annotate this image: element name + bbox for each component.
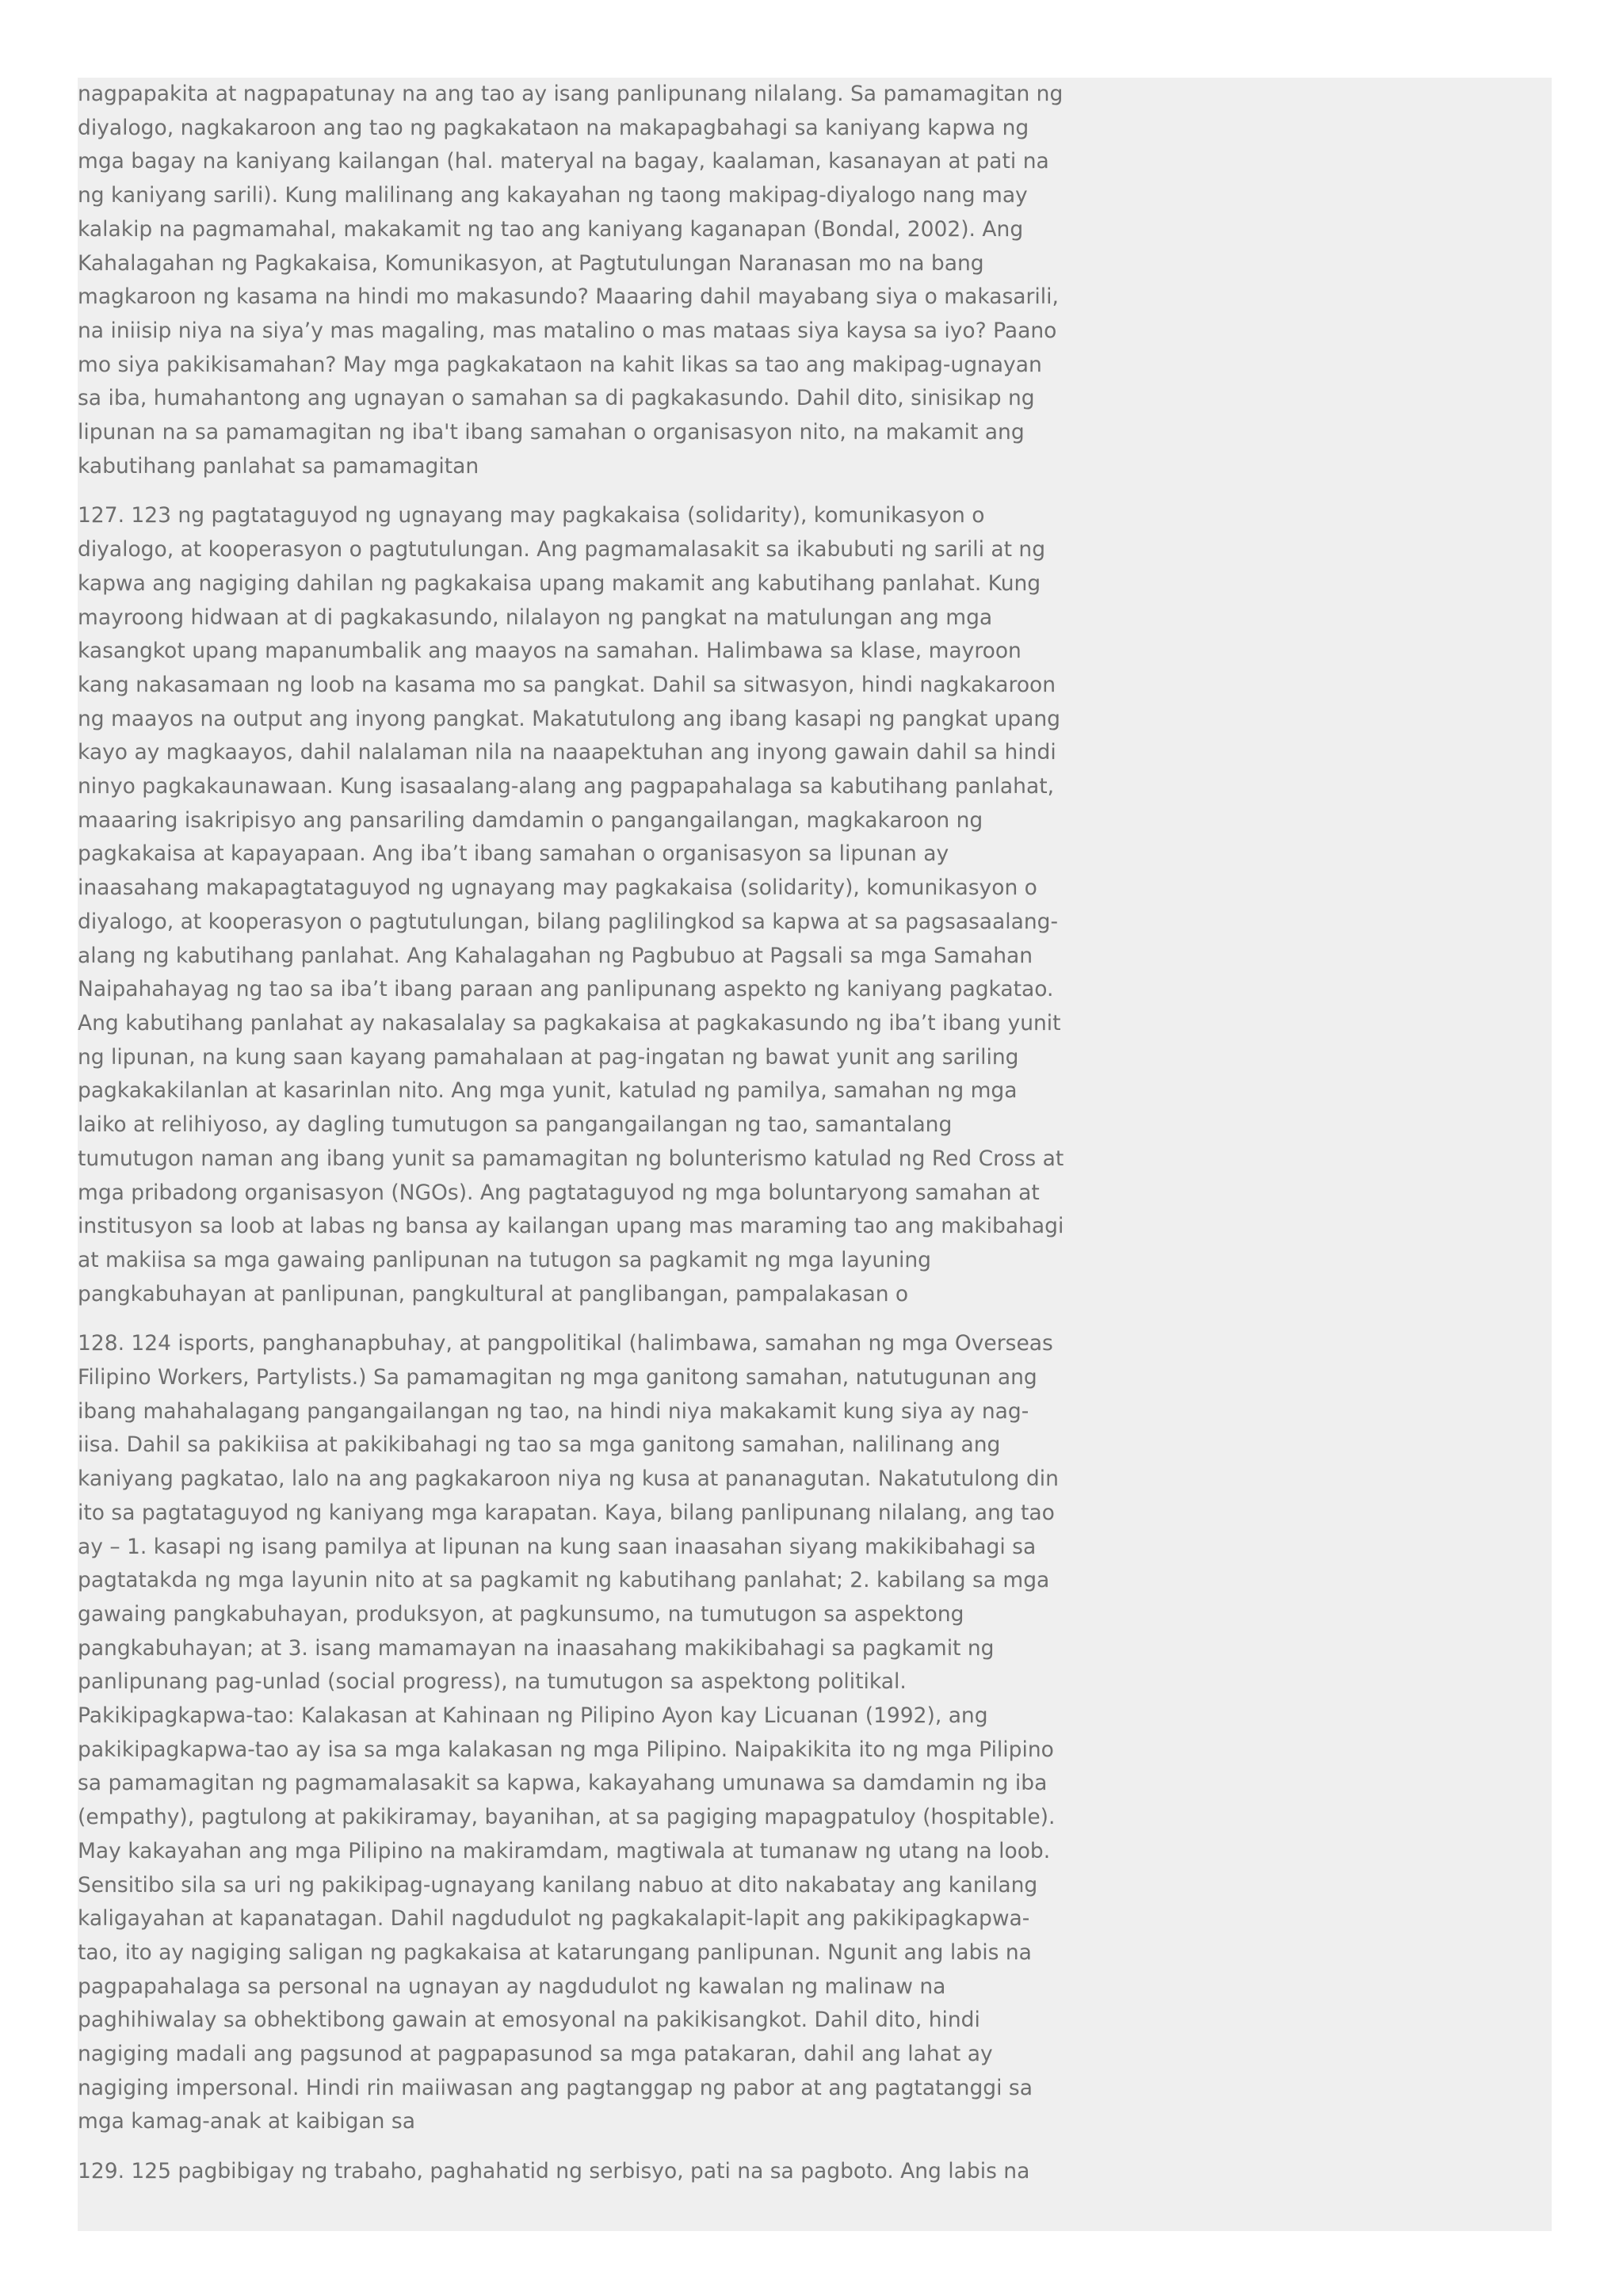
paragraph-1: nagpapakita at nagpapatunay na ang tao ay isang panlipunang nilalang. Sa pamamagitan ng diyalogo, nagkakaroon ang tao ng pagkakataon na makapagbahagi sa kaniyang kapwa ng mga bagay na kaniyang kailangan (hal. materyal na bagay, kaalaman, kasanayan at pati na ng kaniyang sarili). Kung malilinang ang kakayahan ng taong makipag-diyalogo nang may kalakip na pagmamahal, makakamit ng tao ang kaniyang kaganapan (Bondal, 2002). Ang Kahalagahan ng Pagkakaisa, Komunikasyon, at Pagtutulungan Naranasan mo na bang magkaroon ng kasama na hindi mo makasundo? Maaaring dahil mayabang siya o makasarili, na iniisip niya na siya’y mas magaling, mas matalino o mas mataas siya kaysa sa iyo? Paano mo siya pakikisamahan? May mga pagkakataon na kahit likas sa tao ang makipag-ugnayan sa iba, humahantong ang ugnayan o samahan sa di pagkakasundo. Dahil dito, sinisikap ng lipunan na sa pamamagitan ng iba't ibang samahan o organisasyon nito, na makamit ang kabutihang panlahat sa pamamagitan: [78, 82, 1064, 479]
paragraph-3: 128. 124 isports, panghanapbuhay, at pangpolitikal (halimbawa, samahan ng mga Overseas Filipino Workers, Partylists.) Sa pamamagitan ng mga ganitong samahan, natutugunan ang ibang mahahalagang pangangailangan ng tao, na hindi niya makakamit kung siya ay nag- iisa. Dahil sa pakikiisa at pakikibahagi ng tao sa mga ganitong samahan, nalilinang ang kaniyang pagkatao, lalo na ang pagkakaroon niya ng kusa at pananagutan. Nakatutulong din ito sa pagtataguyod ng kaniyang mga karapatan. Kaya, bilang panlipunang nilalang, ang tao ay – 1. kasapi ng isang pamilya at lipunan na kung saan inaasahan siyang makikibahagi sa pagtatakda ng mga layunin nito at sa pagkamit ng kabutihang panlahat; 2. kabilang sa mga gawaing pangkabuhayan, produksyon, at pagkunsumo, na tumutugon sa aspektong pangkabuhayan; at 3. isang mamamayan na inaasahang makikibahagi sa pagkamit ng panlipunang pag-unlad (social progress), na tumutugon sa aspektong politikal. Pakikipagkapwa-tao: Kalakasan at Kahinaan ng Pilipino Ayon kay Licuanan (1992), ang pakikipagkapwa-tao ay isa sa mga kalakasan ng mga Pilipino. Naipakikita ito ng mga Pilipino sa pamamagitan ng pagmamalasakit sa kapwa, kakayahang umunawa sa damdamin ng iba (empathy), pagtulong at pakikiramay, bayanihan, at sa pagiging mapagpatuloy (hospitable). May kakayahan ang mga Pilipino na makiramdam, magtiwala at tumanaw ng utang na loob. Sensitibo sila sa uri ng pakikipag-ugnayang kanilang nabuo at dito nakabatay ang kanilang kaligayahan at kapanatagan. Dahil nagdudulot ng pagkakalapit-lapit ang pakikipagkapwa-tao, ito ay nagiging saligan ng pagkakaisa at katarungang panlipunan. Ngunit ang labis na pagpapahalaga sa personal na ugnayan ay nagdudulot ng kawalan ng malinaw na paghihiwalay sa obhektibong gawain at emosyonal na pakikisangkot. Dahil dito, hindi nagiging madali ang pagsunod at pagpapasunod sa mga patakaran, dahil ang lahat ay nagiging impersonal. Hindi rin maiiwasan ang pagtanggap ng pabor at ang pagtatanggi sa mga kamag-anak at kaibigan sa: [78, 1331, 1059, 2134]
document-text: [78, 78, 1064, 2189]
paragraph-4: 129. 125 pagbibigay ng trabaho, paghahatid ng serbisyo, pati na sa pagboto. Ang labis na: [78, 2159, 1030, 2184]
paragraph-2: 127. 123 ng pagtataguyod ng ugnayang may pagkakaisa (solidarity), komunikasyon o diyalogo, at kooperasyon o pagtutulungan. Ang pagmamalasakit sa ikabubuti ng sarili at ng kapwa ang nagiging dahilan ng pagkakaisa upang makamit ang kabutihang panlahat. Kung mayroong hidwaan at di pagkakasundo, nilalayon ng pangkat na matulungan ang mga kasangkot upang mapanumbalik ang maayos na samahan. Halimbawa sa klase, mayroon kang nakasamaan ng loob na kasama mo sa pangkat. Dahil sa sitwasyon, hindi nagkakaroon ng maayos na output ang inyong pangkat. Makatutulong ang ibang kasapi ng pangkat upang kayo ay magkaayos, dahil nalalaman nila na naaapektuhan ang inyong gawain dahil sa hindi ninyo pagkakaunawaan. Kung isasaalang-alang ang pagpapahalaga sa kabutihang panlahat, maaaring isakripisyo ang pansariling damdamin o pangangailangan, magkakaroon ng pagkakaisa at kapayapaan. Ang iba’t ibang samahan o organisasyon sa lipunan ay inaasahang makapagtataguyod ng ugnayang may pagkakaisa (solidarity), komunikasyon o diyalogo, at kooperasyon o pagtutulungan, bilang paglilingkod sa kapwa at sa pagsasaalang-alang ng kabutihang panlahat. Ang Kahalagahan ng Pagbubuo at Pagsali sa mga Samahan Naipahahayag ng tao sa iba’t ibang paraan ang panlipunang aspekto ng kaniyang pagkatao. Ang kabutihang panlahat ay nakasalalay sa pagkakaisa at pagkakasundo ng iba’t ibang yunit ng lipunan, na kung saan kayang pamahalaan at pag-ingatan ng bawat yunit ang sariling pagkakakilanlan at kasarinlan nito. Ang mga yunit, katulad ng pamilya, samahan ng mga laiko at relihiyoso, ay dagling tumutugon sa pangangailangan ng tao, samantalang tumutugon naman ang ibang yunit sa pamamagitan ng bolunterismo katulad ng Red Cross at mga pribadong organisasyon (NGOs). Ang pagtataguyod ng mga boluntaryong samahan at institusyon sa loob at labas ng bansa ay kailangan upang mas maraming tao ang makibahagi at makiisa sa mga gawaing panlipunan na tutugon sa pagkamit ng mga layuning pangkabuhayan at panlipunan, pangkultural at panglibangan, pampalakasan o: [78, 503, 1064, 1306]
document-page: [78, 78, 1552, 2231]
